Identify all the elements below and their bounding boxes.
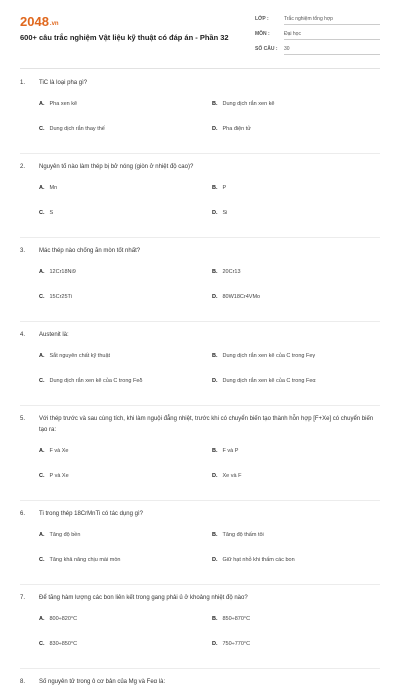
option-row <box>39 352 400 377</box>
question-item <box>0 414 400 501</box>
question-divider <box>20 237 380 238</box>
question-number: 3. <box>20 248 26 254</box>
option-text: Sắt nguyên chất kỹ thuật <box>49 353 111 359</box>
option-text: 80W18Cr4VMo <box>222 294 261 300</box>
option-text: 850÷870°C <box>222 616 251 622</box>
answer-option[interactable] <box>212 447 238 455</box>
answer-option[interactable] <box>212 125 251 133</box>
option-text: Si <box>222 210 228 216</box>
option-letter: C. <box>39 378 45 384</box>
option-letter: B. <box>212 448 218 454</box>
option-text: F và Xe <box>49 448 69 454</box>
meta-count <box>255 43 380 58</box>
question-divider <box>20 668 380 669</box>
option-text: Pha xen kẽ <box>49 101 78 107</box>
option-letter: C. <box>39 210 45 216</box>
option-text: F và P <box>222 448 239 454</box>
question-item <box>0 677 400 688</box>
option-letter: C. <box>39 557 45 563</box>
question-divider <box>20 405 380 406</box>
option-letter: D. <box>212 126 218 132</box>
question-divider <box>20 500 380 501</box>
answer-option[interactable] <box>39 531 80 539</box>
header-divider <box>20 68 380 69</box>
meta-class-label: LỚP : <box>255 16 269 22</box>
option-row <box>39 209 400 234</box>
option-row <box>39 100 400 125</box>
option-letter: B. <box>212 269 218 275</box>
question-text: Ti trong thép 18CrMnTi có tác dụng gì? <box>39 511 143 517</box>
option-text: Giữ hạt nhỏ khi thấm các bon <box>222 557 295 563</box>
question-text: Nguyên tố nào làm thép bị bở nóng (giòn ở nhiệt độ cao)? <box>39 164 194 170</box>
option-letter: A. <box>39 269 45 275</box>
answer-option[interactable] <box>212 472 241 480</box>
option-row <box>39 125 400 150</box>
document-meta <box>255 13 380 58</box>
answer-option[interactable] <box>212 615 250 623</box>
meta-class-value: Trắc nghiệm tổng hợp <box>284 16 380 25</box>
question-divider <box>20 584 380 585</box>
answer-option[interactable] <box>39 615 77 623</box>
question-text: Với thép trước và sau cùng tích, khi làm nguội đẳng nhiệt, trước khi có chuyển biến tạo thành hỗn hợp [F+Xe] có chuyển biến tạo ra: <box>39 416 374 433</box>
question-number: 7. <box>20 595 26 601</box>
answer-option[interactable] <box>212 640 250 648</box>
option-text: 20Cr13 <box>222 269 241 275</box>
option-row <box>39 268 400 293</box>
option-text: Pha điện tử <box>222 126 251 132</box>
question-number: 2. <box>20 164 26 170</box>
answer-option[interactable] <box>39 352 110 360</box>
answer-option[interactable] <box>39 125 105 133</box>
answer-options <box>39 447 400 497</box>
option-letter: D. <box>212 210 218 216</box>
option-text: Dung dịch rắn xen kẽ của C trong Feδ <box>49 378 143 384</box>
option-text: Tăng độ bền <box>49 532 81 538</box>
question-text: Mác thép nào chống ăn mòn tốt nhất? <box>39 248 141 254</box>
option-letter: B. <box>212 353 218 359</box>
option-row <box>39 556 400 581</box>
answer-option[interactable] <box>39 184 57 192</box>
meta-count-label: SỐ CÂU : <box>255 46 278 52</box>
option-letter: C. <box>39 126 45 132</box>
answer-option[interactable] <box>39 100 77 108</box>
option-letter: A. <box>39 185 45 191</box>
option-letter: A. <box>39 448 45 454</box>
question-divider <box>20 321 380 322</box>
option-letter: A. <box>39 532 45 538</box>
option-text: 750÷770°C <box>222 641 251 647</box>
option-letter: D. <box>212 641 218 647</box>
option-text: P <box>222 185 227 191</box>
question-item <box>0 162 400 238</box>
answer-option[interactable] <box>39 377 142 385</box>
option-text: Dung dịch rắn xen kẽ của C trong Feγ <box>222 353 316 359</box>
option-row <box>39 377 400 402</box>
answer-option[interactable] <box>212 377 316 385</box>
option-text: Tăng khả năng chịu mài mòn <box>49 557 121 563</box>
question-item <box>0 246 400 322</box>
meta-count-value: 30 <box>284 46 380 55</box>
meta-class <box>255 13 380 28</box>
option-row <box>39 640 400 665</box>
question-text: Austenit là: <box>39 332 69 338</box>
option-text: 15Cr25Ti <box>49 294 72 300</box>
option-text: P và Xe <box>49 473 69 479</box>
answer-option[interactable] <box>212 268 241 276</box>
option-text: Tăng độ thấm tôi <box>222 532 264 538</box>
option-letter: D. <box>212 473 218 479</box>
question-text: TiC là loại pha gì? <box>39 80 88 86</box>
option-row <box>39 531 400 556</box>
answer-option[interactable] <box>212 556 295 564</box>
option-text: Mn <box>49 185 58 191</box>
option-text: 12Cr18Ni9 <box>49 269 76 275</box>
meta-subject-value: Đại học <box>284 31 380 40</box>
answer-options <box>39 531 400 581</box>
option-row <box>39 447 400 472</box>
answer-option[interactable] <box>212 352 315 360</box>
option-text: 800÷820°C <box>49 616 78 622</box>
option-letter: D. <box>212 557 218 563</box>
answer-options <box>39 184 400 234</box>
answer-option[interactable] <box>39 293 72 301</box>
option-letter: C. <box>39 641 45 647</box>
answer-option[interactable] <box>212 184 226 192</box>
option-letter: C. <box>39 473 45 479</box>
option-letter: D. <box>212 378 218 384</box>
option-letter: C. <box>39 294 45 300</box>
question-number: 6. <box>20 511 26 517</box>
option-text: Dung dịch rắn thay thế <box>49 126 105 132</box>
site-logo[interactable]: 2048.vn <box>20 14 59 29</box>
header <box>0 0 400 60</box>
document-title: 600+ câu trắc nghiệm Vật liệu kỹ thuật có đáp án - Phần 32 <box>20 33 229 42</box>
option-letter: A. <box>39 616 45 622</box>
option-letter: B. <box>212 532 218 538</box>
question-number: 5. <box>20 416 26 422</box>
option-row <box>39 184 400 209</box>
answer-options <box>39 268 400 318</box>
option-text: Dung dịch rắn xen kẽ <box>222 101 275 107</box>
answer-options <box>39 615 400 665</box>
question-text: Để tăng hàm lượng các bon liên kết trong gang phải ủ ở khoảng nhiệt độ nào? <box>39 595 248 601</box>
question-number: 1. <box>20 80 26 86</box>
answer-option[interactable] <box>212 531 264 539</box>
question-item <box>0 330 400 406</box>
question-item <box>0 509 400 585</box>
meta-subject-label: MÔN : <box>255 31 270 37</box>
option-text: Dung dịch rắn xen kẽ của C trong Feα <box>222 378 316 384</box>
question-item <box>0 593 400 669</box>
question-divider <box>20 153 380 154</box>
answer-option[interactable] <box>212 293 260 301</box>
answer-option[interactable] <box>39 640 77 648</box>
question-list <box>0 78 400 688</box>
option-letter: A. <box>39 101 45 107</box>
option-letter: B. <box>212 616 218 622</box>
answer-option[interactable] <box>39 268 76 276</box>
question-number: 4. <box>20 332 26 338</box>
answer-options <box>39 352 400 402</box>
answer-option[interactable] <box>212 209 227 217</box>
question-number: 8. <box>20 679 26 685</box>
answer-option[interactable] <box>39 209 53 217</box>
option-letter: D. <box>212 294 218 300</box>
option-letter: B. <box>212 185 218 191</box>
option-row <box>39 472 400 497</box>
meta-subject <box>255 28 380 43</box>
question-text: Số nguyên tử trong ô cơ bản của Mg và Feα là: <box>39 679 166 685</box>
option-text: 830÷850°C <box>49 641 78 647</box>
option-row <box>39 615 400 640</box>
option-text: Xe và F <box>222 473 242 479</box>
option-letter: B. <box>212 101 218 107</box>
answer-option[interactable] <box>39 447 68 455</box>
answer-option[interactable] <box>212 100 274 108</box>
option-row <box>39 293 400 318</box>
option-text: S <box>49 210 54 216</box>
option-letter: A. <box>39 353 45 359</box>
answer-option[interactable] <box>39 556 120 564</box>
answer-options <box>39 100 400 150</box>
question-item <box>0 78 400 154</box>
answer-option[interactable] <box>39 472 69 480</box>
